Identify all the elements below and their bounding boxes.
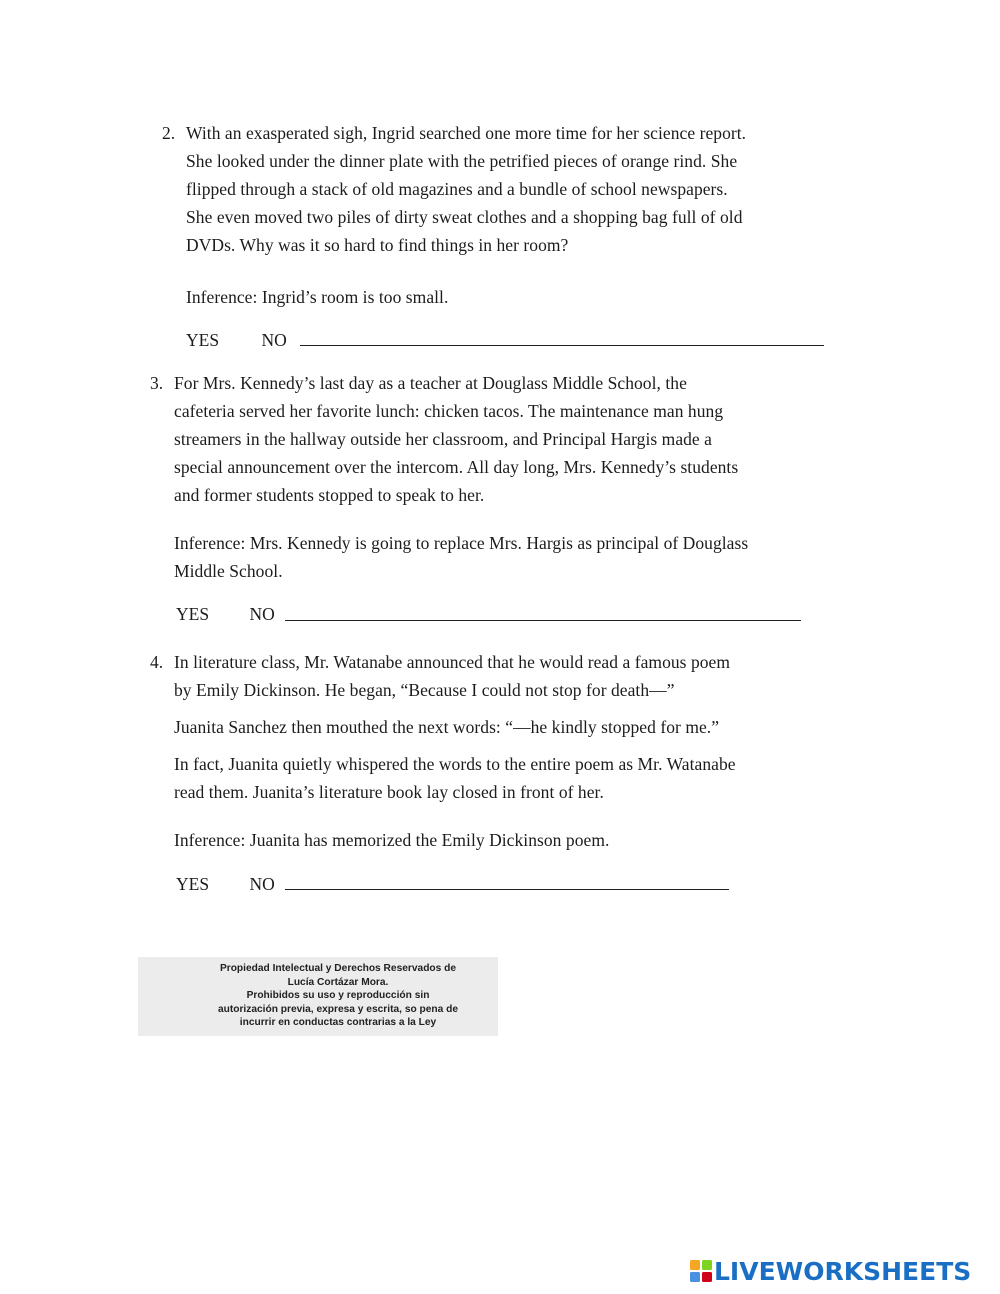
copyright-line: autorización previa, expresa y escrita, so pena de: [217, 1003, 459, 1015]
inference-line: Inference: Mrs. Kennedy is going to replace Mrs. Hargis as principal of Douglass: [174, 533, 749, 553]
question-number: 2.: [162, 123, 176, 143]
no-option[interactable]: NO: [249, 874, 275, 894]
passage-line: She looked under the dinner plate with the petrified pieces of orange rind. She: [186, 151, 738, 171]
passage-line: read them. Juanita’s literature book lay closed in front of her.: [174, 782, 604, 802]
no-option[interactable]: NO: [249, 604, 275, 624]
passage-line: flipped through a stack of old magazines and a bundle of school newspapers.: [186, 179, 728, 199]
passage-line: She even moved two piles of dirty sweat clothes and a shopping bag full of old: [186, 207, 743, 227]
inference-line: Inference: Ingrid’s room is too small.: [186, 287, 449, 307]
no-option[interactable]: NO: [261, 330, 287, 350]
inference-line: Inference: Juanita has memorized the Emily Dickinson poem.: [174, 830, 610, 850]
liveworksheets-logo[interactable]: [690, 1255, 971, 1287]
yes-option[interactable]: YES: [176, 874, 210, 894]
passage-line: special announcement over the intercom. All day long, Mrs. Kennedy’s students: [174, 457, 739, 477]
copyright-line: incurrir en conductas contrarias a la Ley: [239, 1017, 437, 1028]
copyright-line: Lucía Cortázar Mora.: [287, 976, 389, 988]
liveworksheets-icon: [690, 1260, 712, 1282]
yes-option[interactable]: YES: [176, 604, 210, 624]
question-number: 4.: [150, 652, 164, 672]
copyright-line: Propiedad Intelectual y Derechos Reservados de: [219, 963, 457, 974]
question-number: 3.: [150, 373, 164, 393]
yes-no-row: [176, 600, 275, 628]
passage-line: With an exasperated sigh, Ingrid searched one more time for her science report.: [186, 123, 747, 143]
passage-line: In fact, Juanita quietly whispered the words to the entire poem as Mr. Watanabe: [174, 754, 736, 774]
yes-option[interactable]: YES: [186, 330, 220, 350]
copyright-notice: [138, 957, 498, 1036]
yes-no-row: [176, 870, 275, 898]
logo-text: LIVEWORKSHEETS: [714, 1256, 972, 1286]
answer-line[interactable]: [285, 620, 801, 621]
inference-line: Middle School.: [174, 561, 283, 581]
answer-line[interactable]: [300, 345, 824, 346]
passage-line: streamers in the hallway outside her classroom, and Principal Hargis made a: [174, 429, 712, 449]
answer-line[interactable]: [285, 889, 729, 890]
passage-line: DVDs. Why was it so hard to find things in her room?: [186, 235, 569, 255]
passage-line: by Emily Dickinson. He began, “Because I could not stop for death—”: [174, 680, 675, 700]
passage-line: Juanita Sanchez then mouthed the next words: “—he kindly stopped for me.”: [174, 717, 720, 737]
passage-line: and former students stopped to speak to her.: [174, 485, 485, 505]
yes-no-row: [186, 326, 287, 354]
copyright-line: Prohibidos su uso y reproducción sin: [246, 990, 430, 1001]
passage-line: For Mrs. Kennedy’s last day as a teacher at Douglass Middle School, the: [174, 373, 687, 393]
passage-line: In literature class, Mr. Watanabe announced that he would read a famous poem: [174, 652, 731, 672]
passage-line: cafeteria served her favorite lunch: chicken tacos. The maintenance man hung: [174, 401, 724, 421]
